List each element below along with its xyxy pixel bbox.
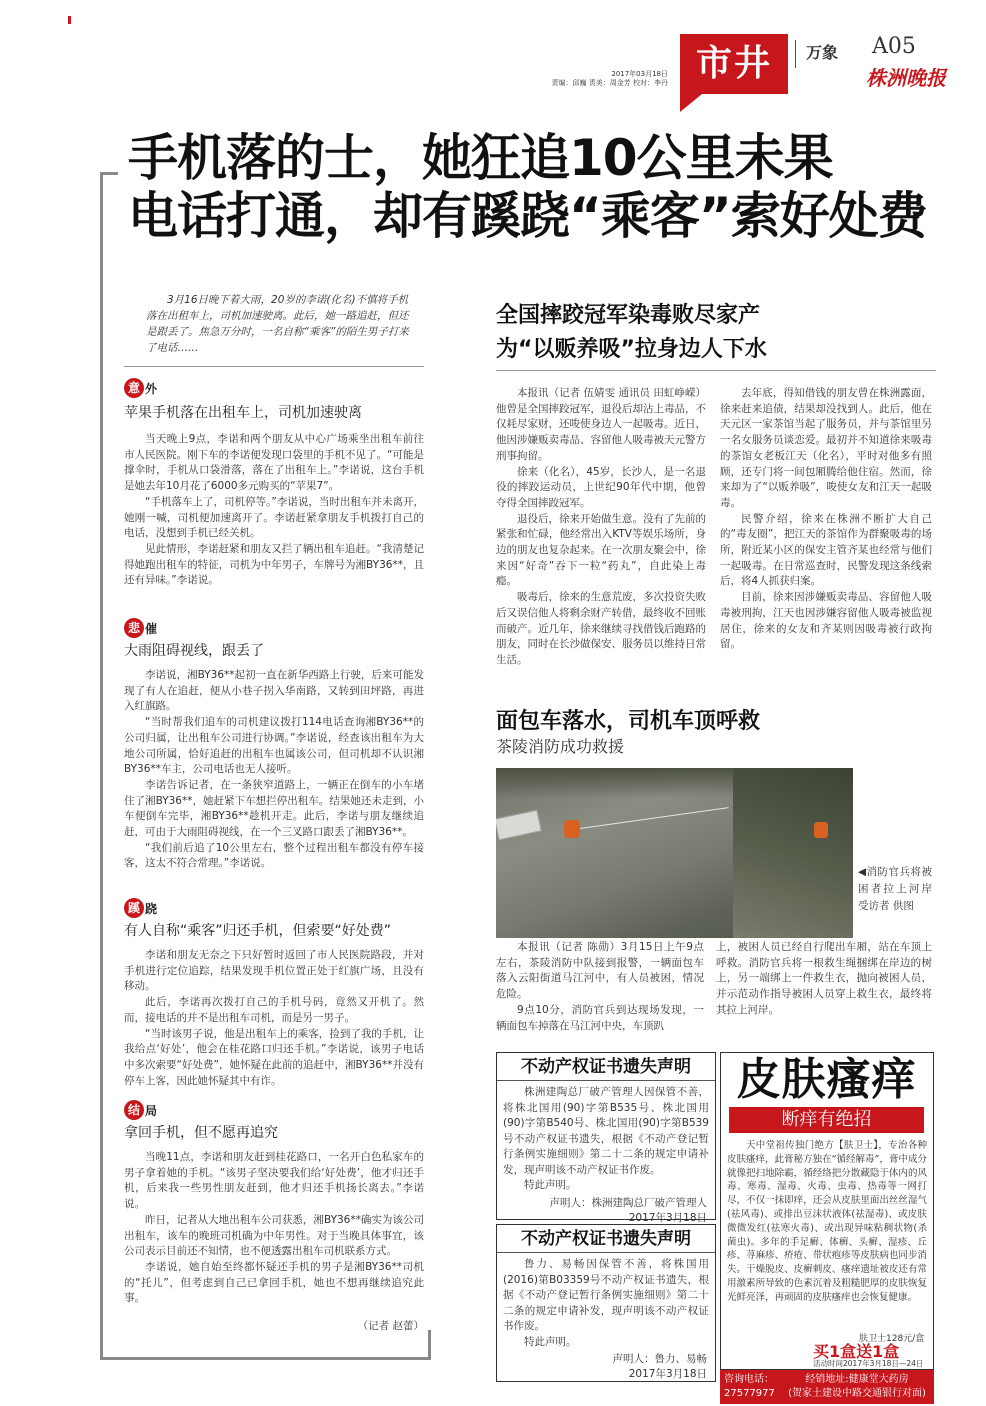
paragraph: 上，被困人员已经自行爬出车厢，站在车顶上呼救。消防官兵将一根救生绳捆绑在岸边的树上，另一端绑上一件救生衣，抛向被困人员，并示范动作指导被困人员穿上救生衣，最终将其拉上河岸。 [716,941,932,1016]
section-tag-4 [124,1100,157,1122]
paragraph: 退役后，徐来开始做生意。没有了先前的紧张和忙碌，他经常出入KTV等娱乐场所，身边的朋友也复杂起来。在一次朋友聚会中，徐来因“好奇”吞下一粒“药丸”，自此染上毒瘾。 [496,512,706,588]
paragraph: “手机落车上了，司机停等。”李诺说，当时出租车并未离开，她刚一喊，司机便加速离开了。李诺赶紧拿朋友手机拨打自己的电话，没想到手机已经关机。 [124,495,424,540]
paragraph: 此后，李诺再次拨打自己的手机号码，竟然又开机了。然而，接电话的并不是出租车司机，而是另一男子。 [124,996,424,1024]
paragraph: 本报讯（记者 陈勋）3月15日上午9点左右，茶陵消防中队接到报警，一辆面包车落入云阳街道马江河中，有人员被困，情况危险。 [496,941,704,1001]
story2-headline-2: 为“以贩养吸”拉身边人下水 [496,337,767,362]
section-tag-rest: 外 [145,381,158,396]
story2-rule [496,370,936,371]
ad-title: 皮肤瘙痒 [736,1054,917,1105]
paragraph: 徐来（化名），45岁，长沙人，是一名退役的摔跤运动员，上世纪90年代中期，他曾夺得全国摔跤冠军。 [496,465,706,509]
story2-col-2 [720,386,932,653]
paragraph: “我们前后追了10公里左右，整个过程出租车都没有停车接客，这太不符合常理。”李诺说。 [124,841,424,870]
story3-col-2 [716,940,932,1019]
section-tag-rest: 局 [145,1103,158,1118]
section-tag-badge: 结 [124,1100,144,1120]
story2-col-1 [496,386,706,669]
notice-signer: 声明人：鲁力、易畅 [612,1353,707,1365]
notice-closing: 特此声明。 [524,1179,577,1191]
frame-left [100,172,103,1360]
paragraph: 李诺说，湘BY36**起初一直在新华西路上行驶，后来可能发现了有人在追赶，便从小巷子拐入华南路，又转到田坪路，再进入红旗路。 [124,669,424,713]
notice-1-title: 不动产权证书遗失声明 [497,1053,715,1081]
notice-closing: 特此声明。 [524,1335,577,1348]
section-tag-2 [124,618,157,640]
ad-body: 天中堂祖传独门绝方【肤卫士】，专治各种皮肤瘙痒，此膏秘方独在“循经解毒”，膏中成分就像把扫地除霸，循经络把分散藏隐于体内的风毒、寒毒、湿毒、火毒、虫毒、热毒等一网打尽，不仅一抹即痒，还会从皮肤里面出丝丝湿气(祛风毒)、或排出豆沫状液体(祛湿毒)、或皮肤微微发红(祛寒火毒)、或出现异味粘稠状物(杀菌虫)。多年的手足癣、体癣、头癣、湿疹、丘疹、荨麻疹、疥疮、带状疱疹等皮肤病也同步消失。干燥脱皮、皮癣刺皮、瘙痒遗址被皮还有常用激素所导致的色素沉着及粗糙肥厚的皮肤恢复光鲜亮泽，再顽固的皮肤瘙痒也会恢复健康。 [727,1140,927,1303]
newspaper-logo: 株洲晚报 [866,66,946,90]
section-subhead-3: 有人自称“乘客”归还手机，但索要“好处费” [124,923,392,939]
section-body-4 [124,1150,424,1307]
subsection-label: 万象 [806,43,839,62]
story3-headline: 面包车落水，司机车顶呼救 [496,709,761,734]
section-tag-3 [124,898,157,920]
ad-contact-bar [720,1370,934,1404]
skin-itch-ad [720,1052,934,1370]
notice-text: 鲁力、易畅因保管不善，将株国用(2016)第B03359号不动产权证书遗失，根据《不动产登记暂行条例实施细则》第二十二条的规定申请补发，现声明该不动产权证书作废。 [503,1258,709,1332]
section-body-1 [124,432,424,589]
section-label: 市井 [680,34,788,94]
paragraph: 吸毒后，徐来的生意荒废，多次投资失败后又误信他人将剩余财产转借，最终收不回账而破产。近几年，徐来继续寻找借钱后跑路的朋友，同时在长沙做保安、服务员以维持日常生活。 [496,591,706,666]
notice-text: 株洲建陶总厂破产管理人因保管不善，将株北国用(90)字第B535号、株北国用(90)字第B540号、株北国用(90)字第B539号不动产权证书遗失，根据《不动产登记暂行条例实施细则》第二十二条的规定申请补发，现声明该不动产权证书作废。 [503,1086,709,1176]
paragraph: 9点10分，消防官兵到达现场发现，一辆面包车掉落在马江河中央，车顶趴 [496,1003,704,1032]
issue-date-block [548,70,668,88]
rescue-photo [496,768,853,938]
section-tag-badge: 意 [124,378,144,398]
main-headline-line-1: 手机落的士，她狂追10公里未果 [128,129,833,187]
story3-col-1 [496,940,704,1034]
editor-credits: 责编：邱巍 责美：周金芳 校对：李丹 [551,79,668,87]
notice-1-sign [497,1194,715,1226]
section-body-3 [124,948,424,1089]
main-byline: （记者 赵蕾） [357,1320,424,1332]
section-tag-1 [124,378,157,400]
paragraph: 民警介绍，徐来在株洲不断扩大自己的“毒友圈”，把江天的茶馆作为群聚吸毒的场所，附近某小区的保安主管齐某也经常与他们一起吸毒。在日常巡查时，民警发现这条线索后，将4人抓获归案。 [720,512,932,588]
photo-caption: ◀消防官兵将被困者拉上河岸 受访者 供图 [858,866,932,912]
ad-address-1: 经销地址:健康堂大药房 [805,1374,909,1385]
ad-period: 活动时间2017年3月18日—24日 [813,1359,924,1368]
paragraph: “当时帮我们追车的司机建议拨打114电话查询湘BY36**的公司归属，让出租车公司进行协调。”李诺说，经查该出租车为大地公司所属，恰好追赶的出租车也属该公司，但司机却不认识湘BY36**车主，公司电话也无人接听。 [124,716,424,776]
photo-rescue-rope [580,807,729,829]
notice-signer: 声明人：株洲建陶总厂破产管理人 [549,1196,707,1209]
ad-contact-phone-block [724,1373,778,1401]
section-tag-badge: 蹊 [124,898,144,918]
page-number: A05 [872,34,916,59]
ad-promo: 买1盒送1盒 [813,1342,900,1361]
photo-firefighter [814,822,828,838]
photo-riverbank-right [733,768,853,938]
paragraph: 见此情形，李诺赶紧和朋友又拦了辆出租车追赶。“我清楚记得她跑出租车的特征，司机为中年男子，车牌号为湘BY36**，且还有异味。”李诺说。 [124,542,424,587]
frame-bottom [100,1357,430,1360]
section-tag-rest: 催 [145,621,158,636]
notice-1-body [497,1081,715,1194]
corner-mark [68,16,71,24]
issue-date: 2017年03月18日 [611,70,668,78]
intro-divider [124,366,424,367]
section-subhead-1: 苹果手机落在出租车上，司机加速驶离 [124,405,362,421]
section-subhead-2: 大雨阻碍视线，跟丢了 [124,643,264,659]
ad-price: 肤卫士128元/盒 [859,1334,925,1344]
section-tag-rest: 跷 [145,901,158,916]
ad-address-2: (贺家土建设中路交通银行对面) [788,1388,926,1399]
notice-1 [496,1052,716,1224]
paragraph: “当时该男子说，他是出租车上的乘客，捡到了我的手机，让我给点‘好处’，他会在桂花路口归还手机。”李诺说，该男子电话中多次索要“好处费”，她怀疑在此前的追赶中，湘BY36**并没有停车上客，因此她怀疑其中有诈。 [124,1027,424,1087]
notice-2-body [497,1253,715,1350]
story2-headline-1: 全国摔跤冠军染毒败尽家产 [496,303,761,328]
paragraph: 去年底，得知借钱的朋友曾在株洲露面，徐来赶来追债，结果却没找到人。此后，他在天元区一家茶馆当起了服务员，并与茶馆里另一名女服务员谈恋爱。最初并不知道徐来吸毒的茶馆女老板江天（化名），平时对他多有照顾，还专门将一间包厢腾给他住宿。然而，徐来却为了“以贩养吸”，唆使女友和江天一起吸毒。 [720,387,932,509]
paragraph: 李诺告诉记者，在一条狭窄道路上，一辆正在倒车的小车堵住了湘BY36**，她赶紧下车想拦停出租车。结果她还未走到，小车便倒车完毕，湘BY36**趁机开走。此后，李诺与朋友继续追赶，可由于大雨阻碍视线，在一个三叉路口跟丢了湘BY36**。 [124,778,424,839]
header-divider [795,40,796,68]
notice-2-title: 不动产权证书遗失声明 [497,1225,715,1253]
section-label-tail [680,94,702,112]
ad-subtitle: 断痒有绝招 [729,1107,924,1133]
paragraph: 本报讯（记者 伍婧雯 通讯员 田虹峥嵘）他曾是全国摔跤冠军，退役后却沾上毒品，不仅耗尽家财，还唆使身边人一起吸毒。近日，他因涉嫌贩卖毒品、容留他人吸毒被天元警方刑事拘留。 [496,387,706,462]
paragraph: 李诺说，她自始至终都怀疑还手机的男子是湘BY36**司机的“托儿”，但考虑到自己已拿回手机，她也不想再继续追究此事。 [124,1260,424,1305]
paragraph: 目前，徐来因涉嫌贩卖毒品、容留他人吸毒被刑拘，江天也因涉嫌容留他人吸毒被监视居住，徐来的女友和齐某则因吸毒被行政拘留。 [720,591,932,651]
frame-right-tick [428,1330,431,1360]
paragraph: 当天晚上9点，李诺和两个朋友从中心广场乘坐出租车前往市人民医院。刚下车的李诺便发现口袋里的手机不见了。“可能是撑伞时，手机从口袋滑落，落在了出租车上。”李诺说，这台手机是她去年10月花了6000多元购买的“苹果7”。 [124,433,424,493]
section-tag-badge: 悲 [124,618,144,638]
ad-contact-label: 咨询电话： [724,1374,774,1385]
ad-contact-phone: 27577977 [724,1388,775,1399]
paragraph: 昨日，记者从大地出租车公司获悉，湘BY36**确实为该公司出租车，该车的晚班司机确为中年男性。对于当晚具体事宜，该公司表示目前还不知情，也不便透露出租车司机联系方式。 [124,1213,424,1258]
section-body-2 [124,668,424,872]
section-subhead-4: 拿回手机，但不愿再追究 [124,1125,278,1141]
photo-trapped-person [564,820,580,838]
notice-2 [496,1224,716,1382]
notice-date: 2017年3月18日 [628,1368,707,1380]
paragraph: 李诺和朋友无奈之下只好暂时返回了市人民医院路段，并对手机进行定位追踪，结果发现手机位置正处于红旗广场，且没有移动。 [124,949,424,993]
paragraph: 当晚11点，李诺和朋友赶到桂花路口，一名开白色私家车的男子拿着她的手机。“该男子坚决要我们给‘好处费’，他才归还手机，后来我一些男性朋友赶到，他才归还手机扬长离去。”李诺说。 [124,1151,424,1211]
story-intro: 3月16日晚下着大雨，20岁的李诺(化名)不慎将手机落在出租车上，司机加速驶离。此后，她一路追赶，但还是跟丢了。焦急万分时，一名自称“乘客”的陌生男子打来了电话…… [146,294,409,354]
ad-address-block [782,1373,932,1401]
notice-date: 2017年3月18日 [628,1211,707,1224]
main-headline-line-2: 电话打通，却有蹊跷“乘客”索好处费 [128,187,927,245]
story3-subheadline: 茶陵消防成功救援 [496,737,625,756]
notice-2-sign [497,1350,715,1382]
photo-submerged-van [496,810,542,841]
